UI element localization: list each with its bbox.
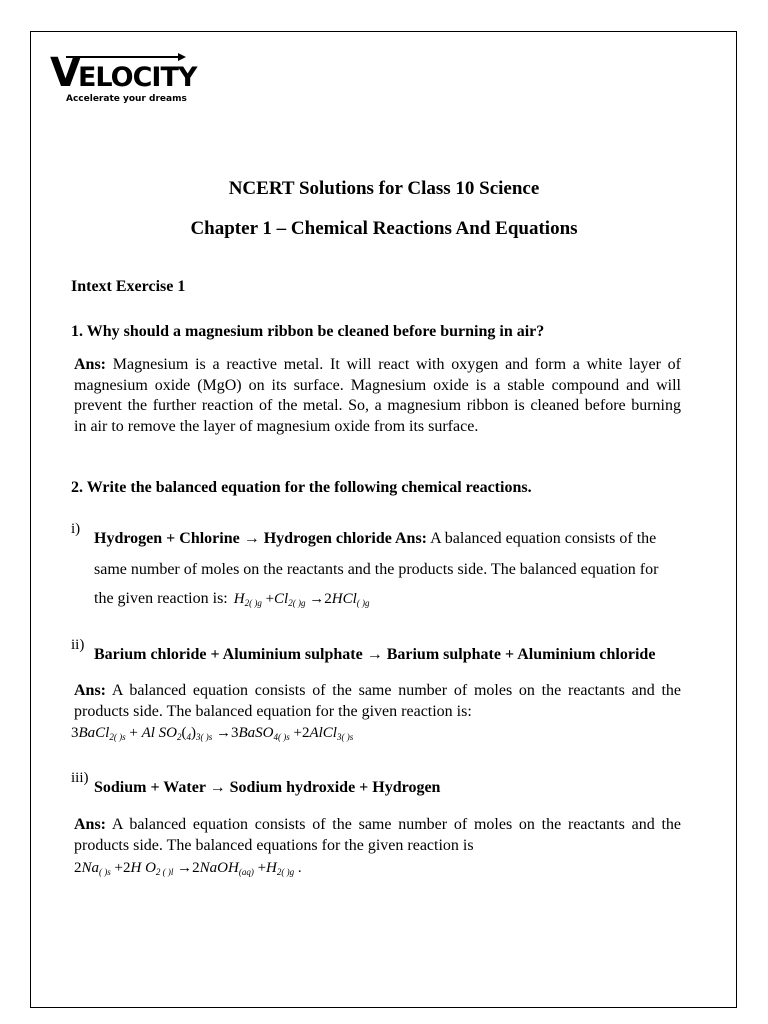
- answer-1-line: magnesium oxide (MgO) on its surface. Magnesium oxide is a stable compound and will: [74, 376, 681, 394]
- answer-1-line: Ans: Magnesium is a reactive metal. It will react with oxygen and form a white layer of: [74, 356, 681, 373]
- item-i-line-3: the given reaction is: $H_{2( )g} +Cl_{2( )g} \to 2HCl_{( )g}$: [94, 590, 370, 608]
- velocity-logo: [50, 50, 197, 107]
- answer-1-line: in air to remove the layer of magnesium oxide from its surface.: [74, 417, 479, 435]
- item-i-heading: Hydrogen + Chlorine → Hydrogen chloride Ans:: [94, 530, 427, 547]
- question-2: 2. Write the balanced equation for the following chemical reactions.: [71, 479, 532, 496]
- section-heading: Intext Exercise 1: [71, 278, 186, 295]
- answer-iii: [74, 815, 681, 856]
- logo-wordmark: VELOCITY: [50, 50, 197, 96]
- equation-ii: 3BaCl$_{2( )s}$ + Al $SO_2(_4)_{3( )s}$ →3BaSO$_{4( )s}$ +2AlCl$_{3( )s}$: [71, 725, 354, 742]
- item-i-line-2: same number of moles on the reactants and the products side. The balanced equation for: [94, 561, 659, 578]
- chapter-title: Chapter 1 – Chemical Reactions And Equations: [190, 218, 578, 239]
- answer-iii-line: products side. The balanced equations for the given reaction is: [74, 836, 474, 854]
- item-iii-heading: Sodium + Water → Sodium hydroxide + Hydrogen: [94, 779, 441, 796]
- answer-ii-line: products side. The balanced equation for the given reaction is:: [74, 702, 472, 720]
- item-ii-heading: Barium chloride + Aluminium sulphate → Barium sulphate + Aluminium chloride: [94, 646, 656, 663]
- item-number-ii: ii): [71, 637, 85, 653]
- item-i-line-1: Hydrogen + Chlorine → Hydrogen chloride Ans: A balanced equation consists of the: [94, 530, 657, 547]
- equation-i: $H_{2( )g} +Cl_{2( )g} \to 2HCl_{( )g}$: [233, 591, 370, 608]
- document-title: NCERT Solutions for Class 10 Science: [228, 178, 540, 199]
- item-number-i: i): [71, 521, 81, 537]
- logo-tagline: Accelerate your dreams: [66, 94, 187, 104]
- answer-1: [74, 355, 681, 437]
- answer-ii-line: Ans: A balanced equation consists of the same number of moles on the reactants and the: [74, 682, 681, 699]
- item-number-iii: iii): [71, 770, 89, 786]
- answer-iii-line: Ans: A balanced equation consists of the same number of moles on the reactants and the: [74, 816, 681, 833]
- equation-iii: $2Na_{( )s} +2H$ $O_{2 ( )l}$ →2NaOH$_{(aq)}$ $+H_{2( )g}$ .: [74, 860, 302, 877]
- question-1: 1. Why should a magnesium ribbon be cleaned before burning in air?: [71, 323, 545, 340]
- answer-ii: [74, 681, 681, 722]
- answer-1-line: prevent the further reaction of the metal. So, a magnesium ribbon is cleaned before burning: [74, 397, 681, 414]
